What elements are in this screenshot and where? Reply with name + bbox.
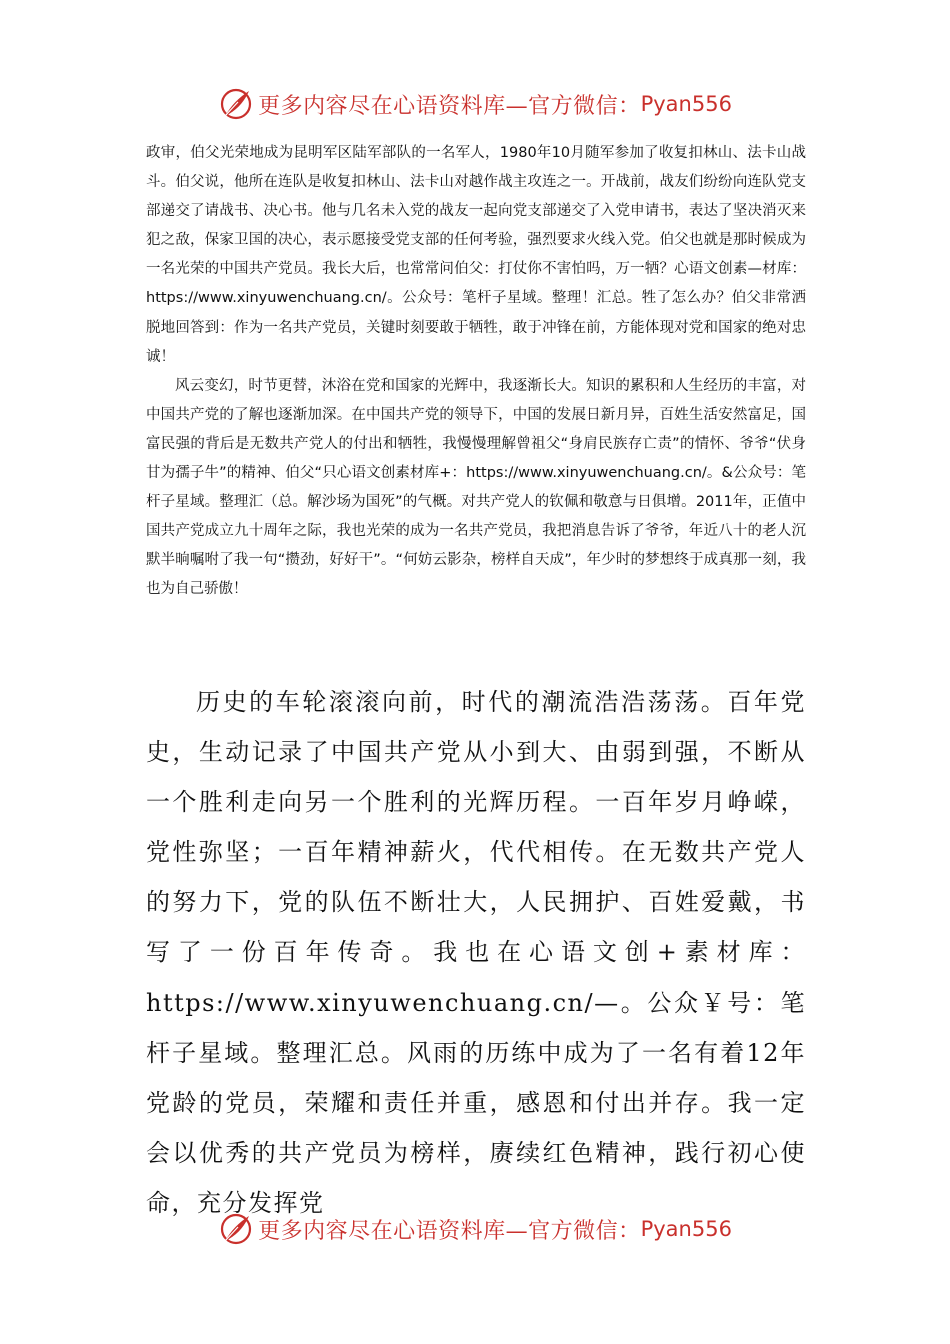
footer-banner-text: 更多内容尽在心语资料库—官方微信： xyxy=(258,1218,641,1244)
quill-pen-logo-icon xyxy=(218,86,254,122)
paragraph-1: 政审，伯父光荣地成为昆明军区陆军部队的一名军人，1980年10月随军参加了收复扣林山、法卡山战斗。伯父说，他所在连队是收复扣林山、法卡山对越作战主攻连之一。开战前，战友们纷纷向连队党支部递交了请战书、决心书。他与几名未入党的战友一起向党支部递交了入党申请书，表达了坚决消灭来犯之敌，保家卫国的决心，表示愿接受党支部的任何考验，强烈要求火线入党。伯父也就是那时候成为一名光荣的中国共产党员。我长大后，也常常问伯父：打仗你不害怕吗，万一牺？心语文创素—材库：https://www.xinyuwenchuang.cn/。公众号：笔杆子星域。整理！汇总。牲了怎么办？伯父非常洒脱地回答到：作为一名共产党员，关键时刻要敢于牺牲，敢于冲锋在前，方能体现对党和国家的绝对忠诚！ xyxy=(146,145,806,365)
header-banner xyxy=(0,82,950,126)
footer-wechat-id: Pyan556 xyxy=(640,1217,732,1241)
header-banner-text: 更多内容尽在心语资料库—官方微信： xyxy=(258,93,641,119)
paragraph-2: 风云变幻，时节更替，沐浴在党和国家的光辉中，我逐渐长大。知识的累积和人生经历的丰富，对中国共产党的了解也逐渐加深。在中国共产党的领导下，中国的发展日新月异，百姓生活安然富足，国富民强的背后是无数共产党人的付出和牺牲，我慢慢理解曾祖父“身肩民族存亡责”的情怀、爷爷“伏身甘为孺子牛”的精神、伯父“只心语文创素材库+：https://www.xinyuwenchuang.cn/。&公众号：笔杆子星域。整理汇（总。解沙场为国死”的气概。对共产党人的钦佩和敬意与日俱增。2011年，正值中国共产党成立九十周年之际，我也光荣的成为一名共产党员，我把消息告诉了爷爷，年近八十的老人沉默半晌嘱咐了我一句“攒劲，好好干”。“何妨云影杂，榜样自天成”，年少时的梦想终于成真那一刻，我也为自己骄傲！ xyxy=(146,377,806,598)
header-wechat-id: Pyan556 xyxy=(640,92,732,116)
body-large-text xyxy=(146,677,806,1228)
quill-pen-logo-icon xyxy=(218,1211,254,1247)
footer-banner xyxy=(0,1207,950,1251)
paragraph-3: 历史的车轮滚滚向前，时代的潮流浩浩荡荡。百年党史，生动记录了中国共产党从小到大、由弱到强，不断从一个胜利走向另一个胜利的光辉历程。一百年岁月峥嵘，党性弥坚；一百年精神薪火，代代相传。在无数共产党人的努力下，党的队伍不断壮大，人民拥护、百姓爱戴，书写了一份百年传奇。我也在心语文创+素材库：https://www.xinyuwenchuang.cn/—。公众￥号：笔杆子星域。整理汇总。风雨的历练中成为了一名有着12年党龄的党员，荣耀和责任并重，感恩和付出并存。我一定会以优秀的共产党员为榜样，赓续红色精神，践行初心使命，充分发挥党 xyxy=(146,688,806,1217)
body-small-text xyxy=(146,139,806,605)
